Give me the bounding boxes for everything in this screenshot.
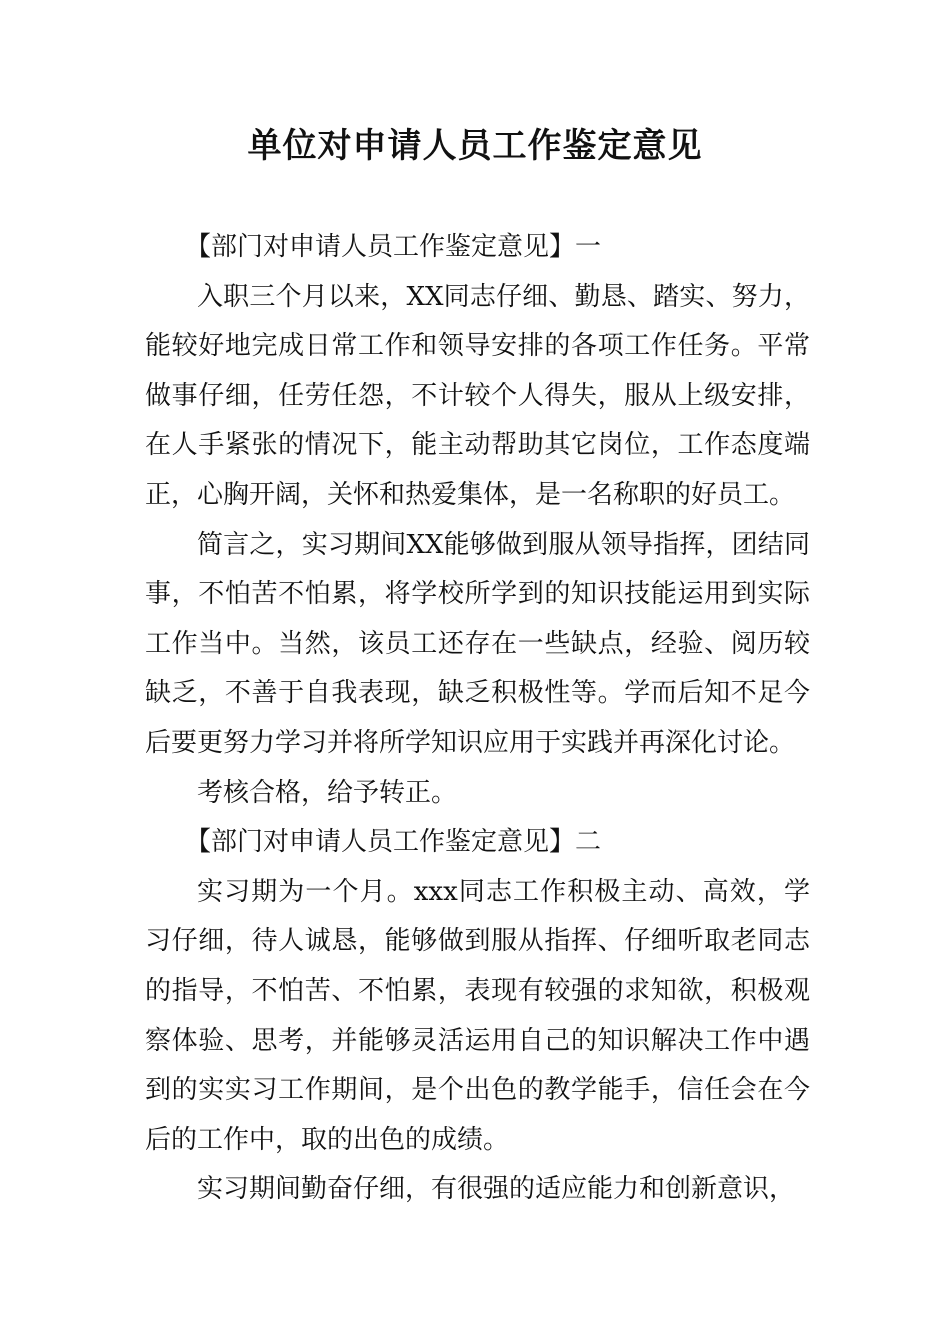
document-body: [145, 223, 810, 1215]
document-title: 单位对申请人员工作鉴定意见: [247, 126, 703, 166]
paragraph-2-1: 实习期为一个月。xxx同志工作积极主动、高效，学习仔细，待人诚恳，能够做到服从指挥、仔细听取老同志的指导，不怕苦、不怕累，表现有较强的求知欲，积极观察体验、思考，并能够灵活运用自己的知识解决工作中遇到的实实习工作期间，是个出色的教学能手，信任会在今后的工作中，取的出色的成绩。: [145, 876, 810, 1155]
paragraph-1-2: 简言之，实习期间XX能够做到服从领导指挥，团结同事，不怕苦不怕累，将学校所学到的知识技能运用到实际工作当中。当然，该员工还存在一些缺点，经验、阅历较缺乏，不善于自我表现，缺乏积极性等。学而后知不足今后要更努力学习并将所学知识应用于实践并再深化讨论。: [145, 529, 810, 758]
section-heading-2: 【部门对申请人员工作鉴定意见】二: [185, 827, 602, 858]
paragraph-1-1: 入职三个月以来，XX同志仔细、勤恳、踏实、努力，能较好地完成日常工作和领导安排的各项工作任务。平常做事仔细，任劳任怨，不计较个人得失，服从上级安排，在人手紧张的情况下，能主动帮助其它岗位，工作态度端正，心胸开阔，关怀和热爱集体，是一名称职的好员工。: [145, 281, 810, 510]
paragraph-2-2: 实习期间勤奋仔细，有很强的适应能力和创新意识，: [197, 1174, 796, 1205]
paragraph-1-3: 考核合格，给予转正。: [197, 777, 458, 808]
section-heading-1: 【部门对申请人员工作鉴定意见】一: [185, 232, 602, 262]
